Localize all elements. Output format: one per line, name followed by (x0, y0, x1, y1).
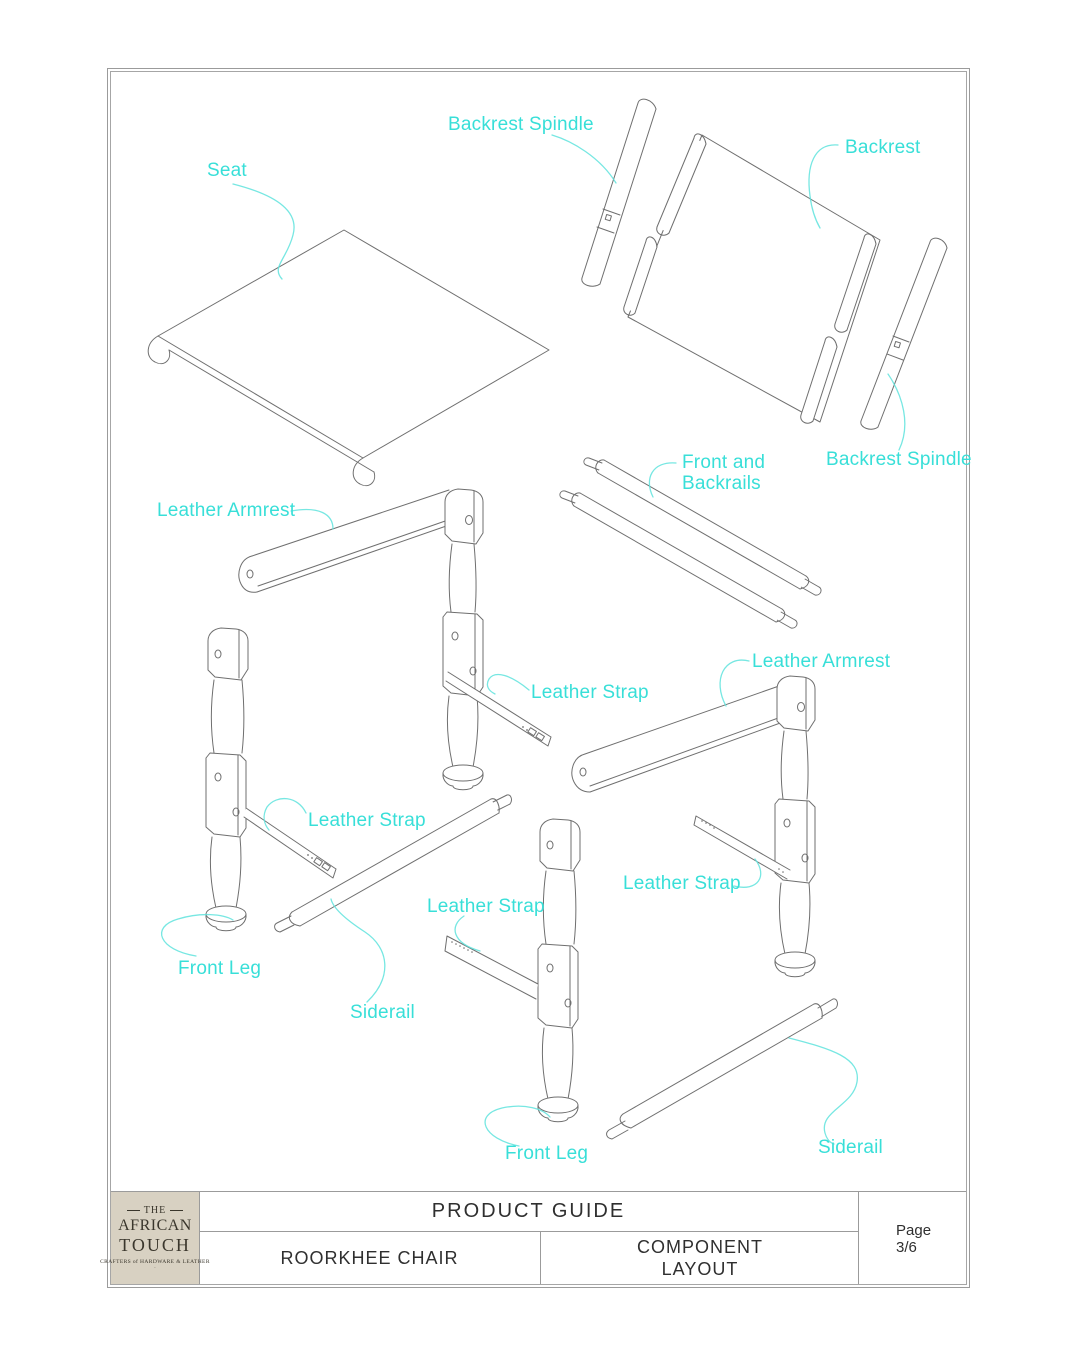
callout-seat: Seat (207, 160, 247, 181)
callout-backrest: Backrest (845, 137, 921, 158)
page-number: 3/6 (896, 1239, 917, 1256)
callout-leather-armrest-right: Leather Armrest (752, 651, 891, 672)
back-leg-left-drawing (443, 489, 483, 790)
page-indicator (858, 1192, 965, 1284)
title-block (100, 1191, 966, 1284)
callout-backrest-spindle-top: Backrest Spindle (448, 114, 594, 135)
logo-name-line2: TOUCH (119, 1235, 191, 1255)
page-label: Page (896, 1222, 932, 1239)
logo-the-row (127, 1205, 183, 1216)
callout-front-and-backrails: Front and Backrails (682, 452, 766, 494)
sheet-title (540, 1232, 859, 1284)
backrest-drawing (624, 134, 880, 423)
callout-siderail-left: Siderail (350, 1002, 415, 1023)
logo-dash-left (127, 1210, 140, 1211)
callout-backrest-spindle-right: Backrest Spindle (826, 449, 972, 470)
document-title: PRODUCT GUIDE (199, 1192, 858, 1232)
callout-leather-strap-left: Leather Strap (308, 810, 426, 831)
logo-tagline: CRAFTERS of HARDWARE & LEATHER (100, 1259, 210, 1265)
brand-logo (100, 1192, 210, 1284)
callout-front-leg-left: Front Leg (178, 958, 262, 979)
logo-the-text: THE (143, 1205, 167, 1216)
callout-leather-strap-center: Leather Strap (427, 896, 545, 917)
logo-ornament: · (154, 1266, 156, 1271)
leather-strap-center-drawing (445, 936, 538, 999)
callout-leather-strap-top: Leather Strap (531, 682, 649, 703)
sheet-title-line2: LAYOUT (661, 1259, 739, 1279)
front-leg-left-drawing (206, 628, 248, 931)
logo-dash-right (170, 1210, 183, 1211)
callout-siderail-right: Siderail (818, 1137, 883, 1158)
product-name: ROORKHEE CHAIR (280, 1247, 459, 1268)
front-leg-center-drawing (538, 819, 580, 1122)
siderail-right-drawing (607, 999, 838, 1139)
back-leg-right-drawing (775, 676, 815, 977)
logo-name-line1: AFRICAN (118, 1217, 192, 1234)
seat-drawing (148, 230, 549, 486)
callout-leather-strap-right: Leather Strap (623, 873, 741, 894)
sheet-title-line1: COMPONENT (637, 1237, 763, 1257)
backrest-spindle-right-drawing (861, 238, 947, 429)
callout-leather-armrest-left: Leather Armrest (157, 500, 296, 521)
callout-front-leg-center: Front Leg (505, 1143, 589, 1164)
